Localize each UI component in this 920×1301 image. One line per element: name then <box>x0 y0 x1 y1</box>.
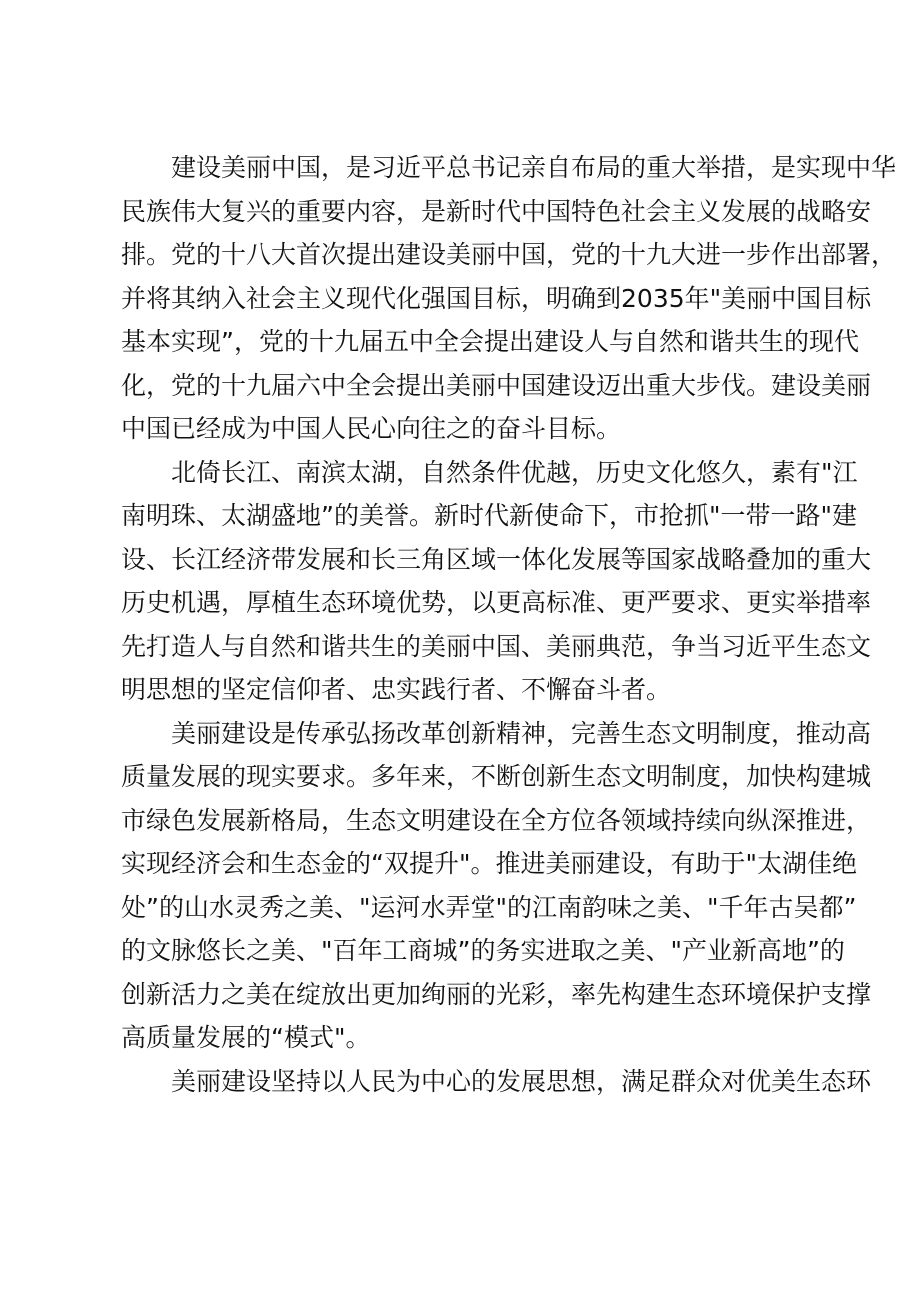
paragraph-3 <box>121 712 872 1060</box>
paragraph-line: 创新活力之美在绽放出更加绚丽的光彩，率先构建生态环境保护支撑 <box>121 979 872 1009</box>
paragraph-line: 北倚长江、南滨太湖，自然条件优越，历史文化悠久，素有"江 <box>171 457 858 487</box>
paragraph-line: 质量发展的现实要求。多年来，不断创新生态文明制度，加快构建城 <box>121 762 872 791</box>
paragraph-1 <box>121 146 897 451</box>
paragraph-line: 先打造人与自然和谐共生的美丽中国、美丽典范，争当习近平生态文 <box>121 631 872 661</box>
paragraph-line: 的文脉悠长之美、"百年工商城”的务实进取之美、"产业新高地”的 <box>121 936 845 965</box>
paragraph-line: 并将其纳入社会主义现代化强国目标，明确到2035年"美丽中国目标 <box>121 283 872 313</box>
paragraph-line: 中国已经成为中国人民心向往之的奋斗目标。 <box>121 414 622 443</box>
paragraph-line: 实现经济会和生态金的“双提升"。推进美丽建设，有助于"太湖佳绝 <box>121 849 857 878</box>
paragraph-line: 建设美丽中国，是习近平总书记亲自布局的重大举措，是实现中华 <box>171 153 897 182</box>
paragraph-line: 排。党的十八大首次提出建设美丽中国，党的十九大进一步作出部署， <box>121 240 897 269</box>
paragraph-line: 美丽建设坚持以人民为中心的发展思想，满足群众对优美生态环 <box>171 1066 872 1096</box>
paragraph-4 <box>121 1060 872 1104</box>
paragraph-line: 美丽建设是传承弘扬改革创新精神，完善生态文明制度，推动高 <box>171 718 872 748</box>
paragraph-line: 基本实现”，党的十九届五中全会提出建设人与自然和谐共生的现代 <box>121 327 859 356</box>
paragraph-line: 高质量发展的“模式"。 <box>121 1023 371 1052</box>
paragraph-line: 市绿色发展新格局，生态文明建设在全方位各领域持续向纵深推进， <box>121 805 872 835</box>
paragraph-line: 民族伟大复兴的重要内容，是新时代中国特色社会主义发展的战略安 <box>121 196 872 226</box>
paragraph-line: 南明珠、太湖盛地”的美誉。新时代新使命下，市抢抓"一带一路"建 <box>121 501 857 530</box>
paragraph-line: 历史机遇，厚植生态环境优势，以更高标准、更严要求、更实举措率 <box>121 588 872 617</box>
paragraph-line: 明思想的坚定信仰者、忠实践行者、不懈奋斗者。 <box>121 675 672 704</box>
paragraph-line: 设、长江经济带发展和长三角区域一体化发展等国家战略叠加的重大 <box>121 544 872 574</box>
paragraph-line: 化，党的十九届六中全会提出美丽中国建设迈出重大步伐。建设美丽 <box>121 370 872 400</box>
document-body <box>121 146 897 1103</box>
paragraph-2 <box>121 451 872 712</box>
paragraph-line: 处”的山水灵秀之美、"运河水弄堂"的江南韵味之美、"千年古吴都” <box>121 892 857 922</box>
